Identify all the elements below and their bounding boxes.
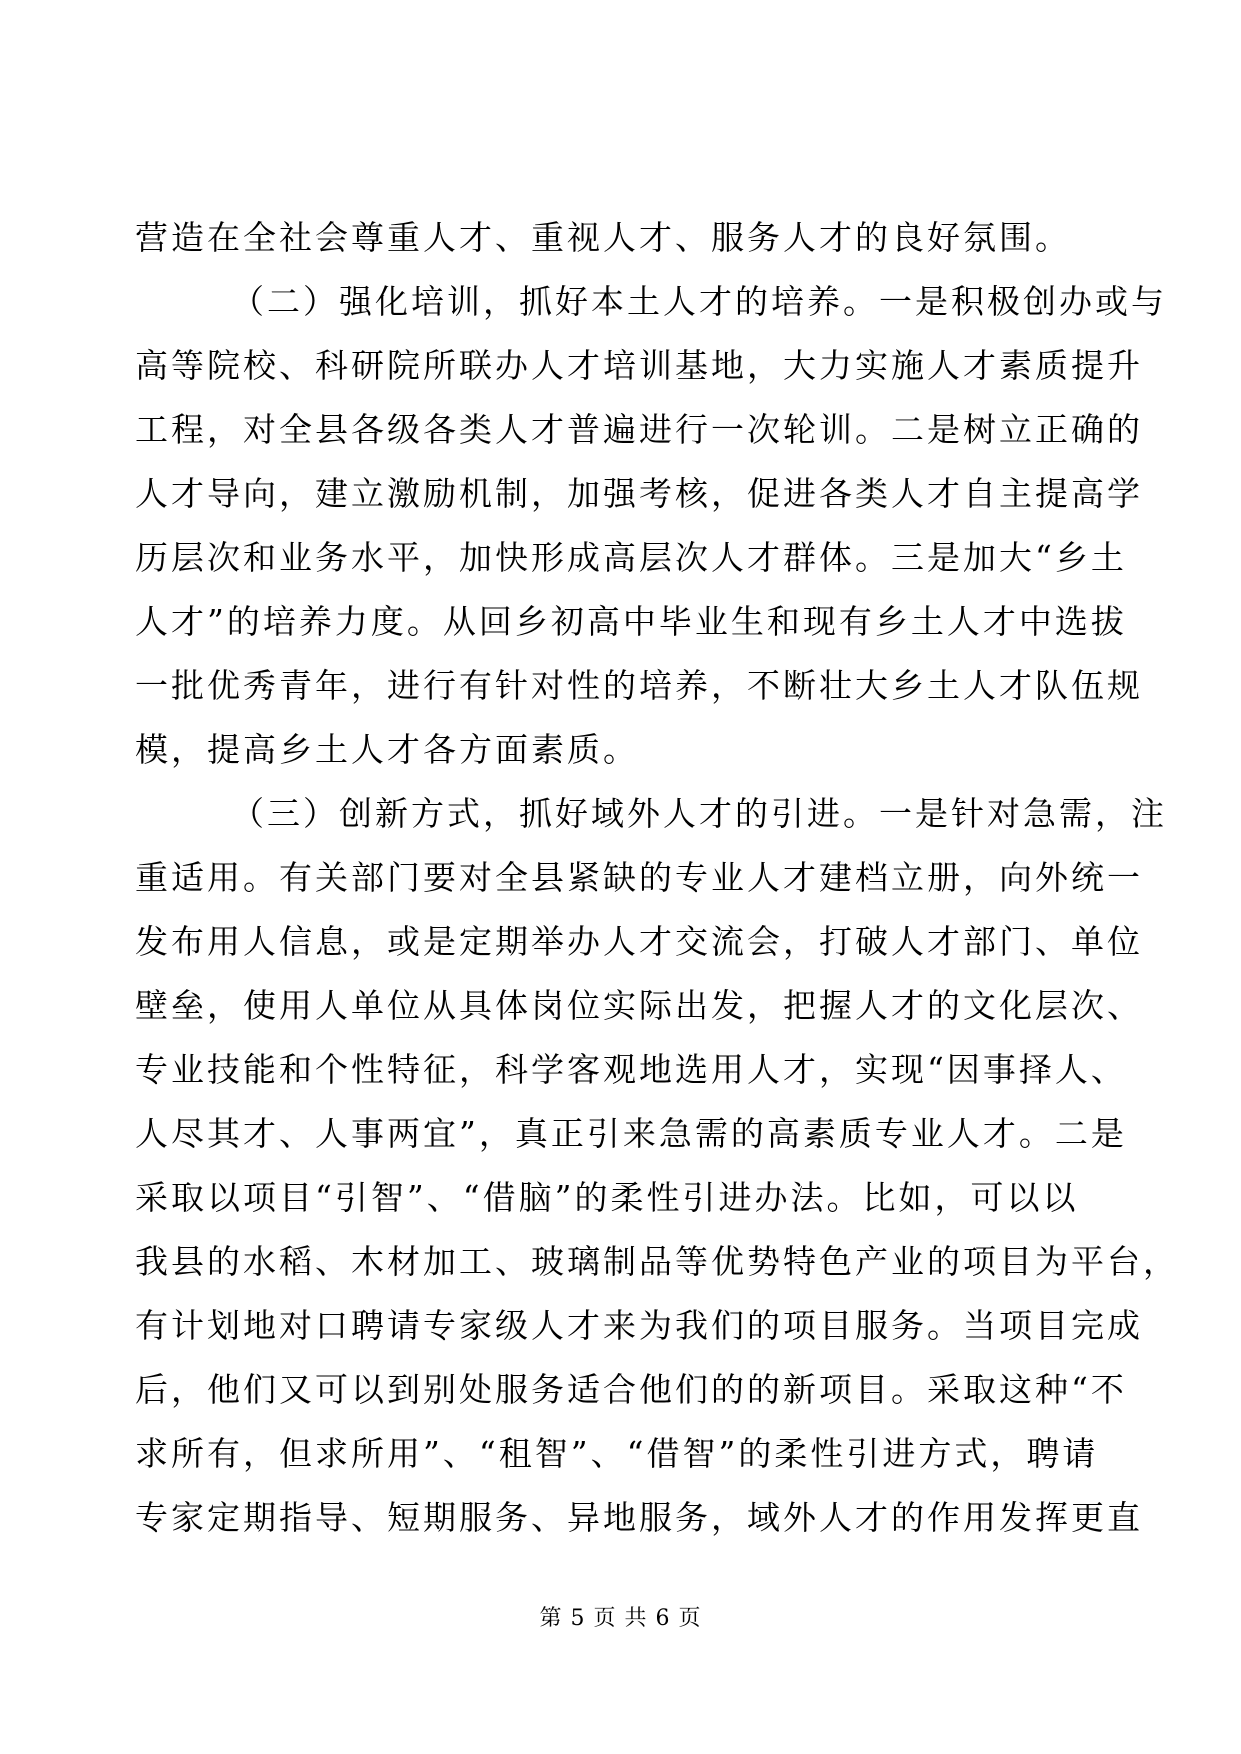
text-line: 后，他们又可以到别处服务适合他们的的新项目。采取这种“不: [135, 1370, 1127, 1409]
text-line: 专家定期指导、短期服务、异地服务，域外人才的作用发挥更直: [135, 1498, 1143, 1537]
text-line: 营造在全社会尊重人才、重视人才、服务人才的良好氛围。: [135, 218, 1071, 257]
text-line: 有计划地对口聘请专家级人才来为我们的项目服务。当项目完成: [135, 1306, 1143, 1345]
text-line: 专业技能和个性特征，科学客观地选用人才，实现“因事择人、: [135, 1050, 1127, 1089]
text-line: 求所有，但求所用”、“租智”、“借智”的柔性引进方式，聘请: [135, 1434, 1099, 1473]
text-line: 采取以项目“引智”、“借脑”的柔性引进办法。比如，可以以: [135, 1178, 1079, 1217]
text-line: 历层次和业务水平，加快形成高层次人才群体。三是加大“乡土: [135, 538, 1127, 577]
text-line: 发布用人信息，或是定期举办人才交流会，打破人才部门、单位: [135, 922, 1143, 961]
text-line: 人才”的培养力度。从回乡初高中毕业生和现有乡土人才中选拔: [135, 602, 1127, 641]
text-line: 一批优秀青年，进行有针对性的培养，不断壮大乡土人才队伍规: [135, 666, 1143, 705]
text-line: （三）创新方式，抓好域外人才的引进。一是针对急需，注: [231, 794, 1167, 833]
page-footer: 第 5 页 共 6 页: [539, 1606, 702, 1631]
text-line: （二）强化培训，抓好本土人才的培养。一是积极创办或与: [231, 282, 1167, 321]
text-line: 人尽其才、人事两宜”，真正引来急需的高素质专业人才。二是: [135, 1114, 1127, 1153]
text-line: 高等院校、科研院所联办人才培训基地，大力实施人才素质提升: [135, 346, 1143, 385]
text-line: 工程，对全县各级各类人才普遍进行一次轮训。二是树立正确的: [135, 410, 1143, 449]
text-line: 壁垒，使用人单位从具体岗位实际出发，把握人才的文化层次、: [135, 986, 1143, 1025]
text-line: 我县的水稻、木材加工、玻璃制品等优势特色产业的项目为平台，: [135, 1242, 1179, 1281]
text-line: 重适用。有关部门要对全县紧缺的专业人才建档立册，向外统一: [135, 858, 1143, 897]
document-body: [135, 206, 1179, 1550]
text-line: 模，提高乡土人才各方面素质。: [135, 730, 639, 769]
text-line: 人才导向，建立激励机制，加强考核，促进各类人才自主提高学: [135, 474, 1143, 513]
